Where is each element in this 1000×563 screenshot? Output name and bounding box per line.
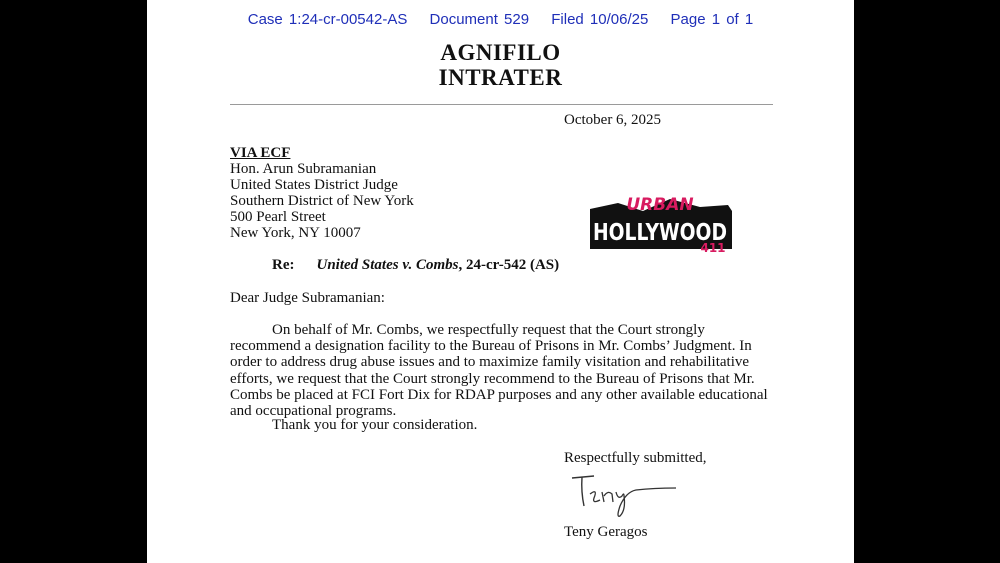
closing: Respectfully submitted, xyxy=(564,450,707,466)
body-text: On behalf of Mr. Combs, we respectfully request that the Court strongly recommend a designation facility to the Bureau of Prisons in Mr. Combs’ Judgment. In order to address drug abuse issues and to maximize family visitation and rehabilitative efforts, we request that the Court strongly recommend to the Bureau of Prisons that Mr. Combs be placed at FCI Fort Dix for RDAP purposes and any other available educational and occupational programs. xyxy=(230,322,768,420)
thanks-line: Thank you for your consideration. xyxy=(272,417,478,433)
body-paragraph xyxy=(230,322,775,419)
addressee-block xyxy=(230,145,414,241)
firm-name-line1: AGNIFILO xyxy=(440,40,561,65)
urban-hollywood-411-watermark-logo xyxy=(588,193,734,253)
letter-date: October 6, 2025 xyxy=(564,112,662,128)
firm-letterhead xyxy=(147,40,854,90)
firm-name-line2: INTRATER xyxy=(438,65,563,90)
salutation: Dear Judge Subramanian: xyxy=(230,290,385,306)
page-count: Page 1 of 1 xyxy=(670,11,754,28)
letter-page xyxy=(147,0,854,563)
case-name: United States v. Combs xyxy=(316,257,459,273)
letterhead-divider xyxy=(230,104,773,105)
case-docket: , 24-cr-542 (AS) xyxy=(458,257,560,273)
re-line xyxy=(272,257,559,274)
filed-date: Filed 10/06/25 xyxy=(551,11,649,28)
document-number: Document 529 xyxy=(429,11,530,28)
case-number: Case 1:24-cr-00542-AS xyxy=(247,11,408,28)
delivery-method: VIA ECF xyxy=(230,145,291,161)
logo-hollywood-text: HOLLYWOOD xyxy=(593,220,727,246)
handwritten-signature xyxy=(564,462,694,520)
addressee-line: New York, NY 10007 xyxy=(230,225,361,241)
addressee-line: Southern District of New York xyxy=(230,193,414,209)
logo-411-text: 411 xyxy=(700,241,726,253)
addressee-line: 500 Pearl Street xyxy=(230,209,326,225)
addressee-line: United States District Judge xyxy=(230,177,398,193)
ecf-header-stamp xyxy=(147,11,854,28)
logo-urban-text: URBAN xyxy=(626,195,694,215)
re-label: Re: xyxy=(272,257,295,273)
signer-name: Teny Geragos xyxy=(564,524,648,540)
addressee-line: Hon. Arun Subramanian xyxy=(230,161,377,177)
